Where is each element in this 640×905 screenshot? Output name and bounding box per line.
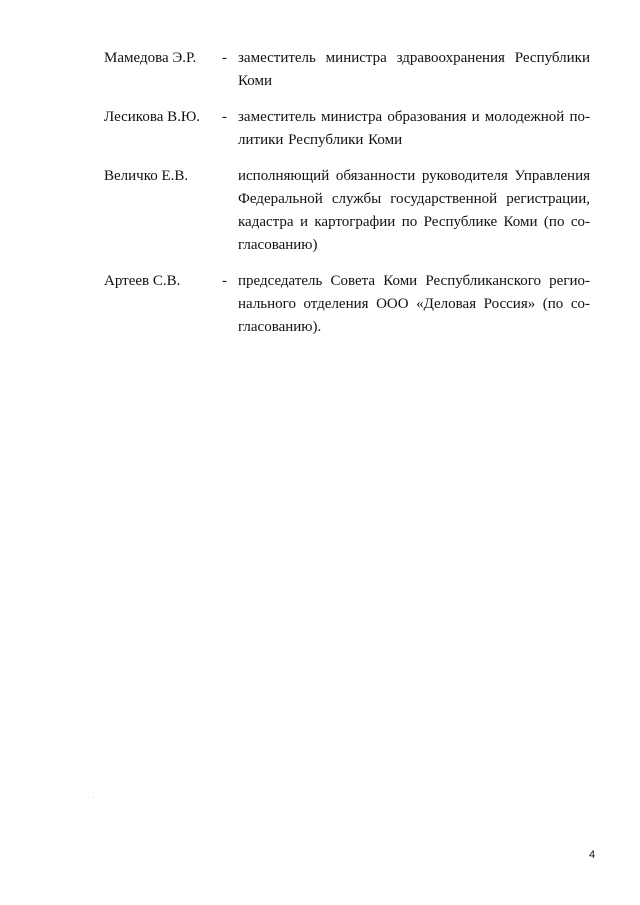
position-line: заместитель министра образования и молодежной по-: [238, 109, 590, 125]
member-entry-velichko: [104, 165, 590, 257]
member-name: Артеев С.В.: [104, 273, 181, 289]
member-position: [238, 270, 590, 339]
member-position: [238, 47, 590, 93]
member-dash: -: [222, 50, 227, 66]
position-line: гласованию).: [238, 319, 322, 335]
member-dash: -: [222, 273, 227, 289]
position-line: кадастра и картографии по Республике Коми (по со-: [238, 214, 590, 230]
member-name: Лесикова В.Ю.: [104, 109, 201, 125]
member-name: Мамедова Э.Р.: [104, 50, 197, 66]
position-line: Коми: [238, 73, 272, 89]
member-entry-arteev: [104, 270, 590, 339]
position-line: заместитель министра здравоохранения Республики: [238, 50, 590, 66]
scan-artifact: [93, 797, 94, 798]
member-position: [238, 106, 590, 152]
member-entry-mamedova: [104, 47, 590, 93]
position-line: Федеральной службы государственной регистрации,: [238, 191, 590, 207]
member-position: [238, 165, 590, 257]
position-line: исполняющий обязанности руководителя Управления: [238, 168, 590, 184]
page-number: 4: [589, 849, 596, 861]
position-line: нального отделения ООО «Деловая Россия» (по со-: [238, 296, 590, 312]
member-name: Величко Е.В.: [104, 168, 189, 184]
position-line: председатель Совета Коми Республиканского регио-: [238, 273, 590, 289]
member-entry-lesikova: [104, 106, 590, 152]
position-line: гласованию): [238, 237, 318, 253]
position-line: литики Республики Коми: [238, 132, 403, 148]
member-dash: -: [222, 109, 227, 125]
member-list: [104, 47, 590, 352]
